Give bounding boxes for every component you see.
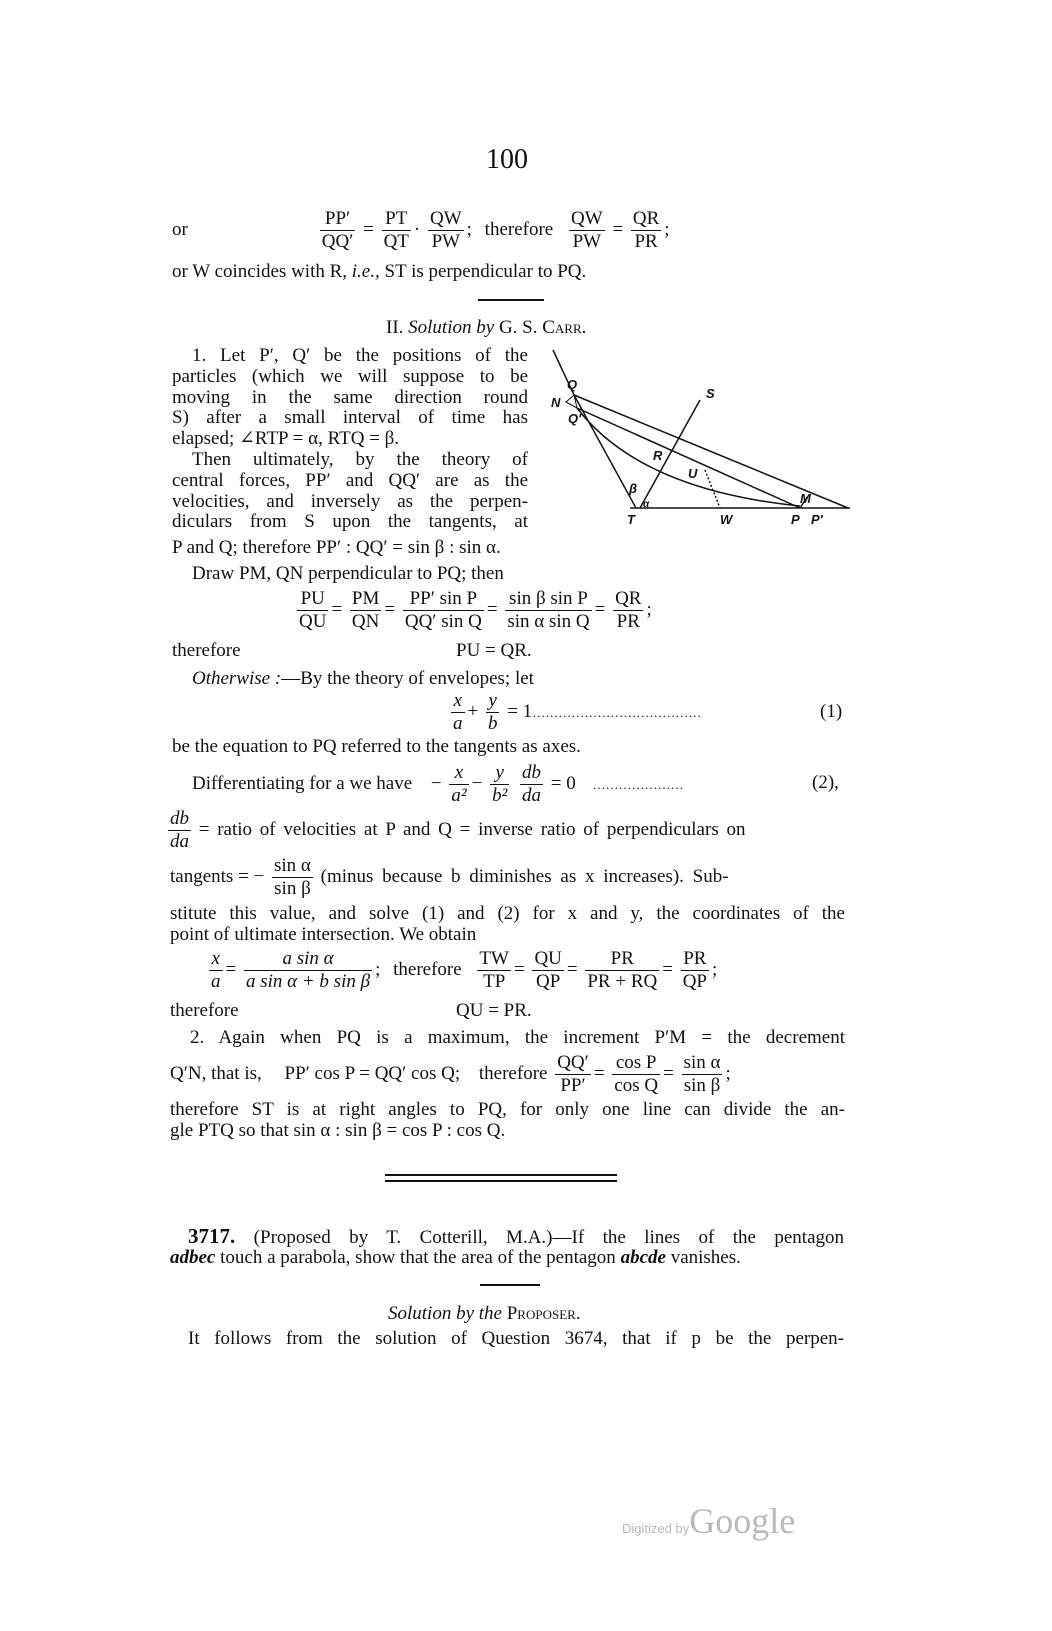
text-line: particles (which we will suppose to be <box>172 365 528 387</box>
equation-row-top: or $\frac{PP'}{QQ'}$ = $\frac{PT}{QT}$ · $\frac{QW}{PW}$ ; therefore $\frac{QW}{PW}$ = $\frac{QR}{PR}$ ; <box>172 208 670 252</box>
fraction: $\frac{PT}{QT}$ <box>383 208 409 252</box>
solution-heading: II. Solution by G. S. Carr. <box>386 317 587 338</box>
text-line: It follows from the solution of Question 3674, that if p be the perpen- <box>188 1328 844 1349</box>
text-line: tangents = − $\frac{\text{sin α}}{\text{sin β}}$ (minus because b diminishes as x increases). Sub- <box>170 855 729 899</box>
divider <box>478 299 544 301</box>
equation-label: (2), <box>812 772 839 793</box>
text-line: diculars from S upon the tangents, at <box>172 511 528 533</box>
text-line: therefore <box>172 640 241 661</box>
equation-label: (1) <box>820 701 843 722</box>
text-line: 2. Again when PQ is a maximum, the increment P′M = the decrement <box>190 1027 845 1048</box>
text-line: or W coincides with R, i.e., ST is perpendicular to PQ. <box>172 261 587 282</box>
equation: QU = PR. <box>456 1000 532 1021</box>
label-beta: β <box>629 481 638 496</box>
question-3717: 3717. (Proposed by T. Cotterill, M.A.)—If the lines of the pentagon <box>188 1224 845 1248</box>
diagram-line <box>640 400 700 508</box>
equation-1: $\frac{x}{a}$ + $\frac{y}{b}$ = 1………………………………… <box>453 690 702 734</box>
divider <box>480 1284 540 1286</box>
text-line: adbec touch a parabola, show that the area of the pentagon abcde vanishes. <box>170 1247 741 1268</box>
double-rule <box>385 1174 617 1176</box>
text-line: central forces, PP′ and QQ′ are as the <box>172 469 528 491</box>
text-line: therefore ST is at right angles to PQ, for only one line can divide the an- <box>170 1099 845 1120</box>
label-s: S <box>706 386 715 401</box>
text-line: point of ultimate intersection. We obtain <box>170 924 477 945</box>
text-line: S) after a small interval of time has <box>172 407 528 429</box>
label-r: R <box>653 448 663 463</box>
text-line: 1. Let P′, Q′ be the positions of the <box>192 345 528 366</box>
label-q-prime: Q′ <box>568 411 582 426</box>
geometry-diagram <box>540 340 860 535</box>
text-line: therefore <box>170 1000 239 1021</box>
text-line: stitute this value, and solve (1) and (2) for x and y, the coordinates of the <box>170 903 845 924</box>
equation-2: Differentiating for a we have − $\frac{x}{\text{a²}}$ − $\frac{y}{\text{b²}}$ $\frac{db}{da}$ = 0 ………………… <box>192 762 684 806</box>
or-text: or <box>172 218 188 240</box>
equation-row: $\frac{PU}{QU}$ = $\frac{PM}{QN}$ = $\frac{\text{PP′ sin P}}{\text{QQ′ sin Q}}$ = $\frac{\text{sin β sin P}}{\text{sin α sin Q}}$ = $\frac{QR}{PR}$ ; <box>299 588 652 632</box>
equation-row: Q′N, that is, PP′ cos P = QQ′ cos Q; therefore $\frac{QQ'}{PP'}$ = $\frac{\text{cos P}}{\text{cos Q}}$ = $\frac{\text{sin α}}{\text{sin β}}$ ; <box>170 1052 731 1096</box>
page-number: 100 <box>486 144 528 175</box>
text-line: be the equation to PQ referred to the tangents as axes. <box>172 736 581 757</box>
text-line: gle PTQ so that sin α : sin β = cos P : cos Q. <box>170 1120 506 1141</box>
digitized-by-google-watermark: Digitized byGoogle <box>622 1501 796 1541</box>
label-q: Q <box>567 377 578 392</box>
label-m: M <box>800 491 811 506</box>
text-line: Draw PM, QN perpendicular to PQ; then <box>192 563 504 584</box>
equation-row: $\frac{x}{a}$ = $\frac{\text{a sin α}}{\text{a sin α + b sin β}}$ ; therefore $\frac{TW}{TP}$ = $\frac{QU}{QP}$ = $\frac{PR}{PR + RQ}$ = $\frac{PR}{QP}$ ; <box>211 948 718 992</box>
diagram-line <box>577 408 800 508</box>
text-line: P and Q; therefore PP′ : QQ′ = sin β : sin α. <box>172 537 501 558</box>
text-line: velocities, and inversely as the perpen- <box>172 490 528 512</box>
label-p-prime: P′ <box>811 512 823 527</box>
diagram-line <box>574 395 636 508</box>
solution-heading: Solution by the Proposer. <box>388 1303 581 1324</box>
text-line: Otherwise :—By the theory of envelopes; let <box>192 668 534 689</box>
label-w: W <box>720 512 733 527</box>
label-n: N <box>551 395 561 410</box>
fraction: $\frac{QW}{PW}$ <box>570 208 603 252</box>
fraction: $\frac{PP'}{QQ'}$ <box>321 208 354 252</box>
double-rule <box>385 1180 617 1182</box>
equation: PU = QR. <box>456 640 532 661</box>
fraction: $\frac{QW}{PW}$ <box>429 208 462 252</box>
text-line: Then ultimately, by the theory of <box>192 449 528 470</box>
text-line: elapsed; ∠RTP = α, RTQ = β. <box>172 428 400 450</box>
label-u: U <box>688 466 698 481</box>
text-line: $\frac{db}{da}$ = ratio of velocities at P and Q = inverse ratio of perpendiculars on <box>170 808 746 852</box>
label-t: T <box>627 512 635 527</box>
label-p: P <box>791 512 800 527</box>
label-alpha: α <box>643 499 650 510</box>
fraction: $\frac{QR}{PR}$ <box>632 208 660 252</box>
text-line: moving in the same direction round <box>172 386 528 408</box>
